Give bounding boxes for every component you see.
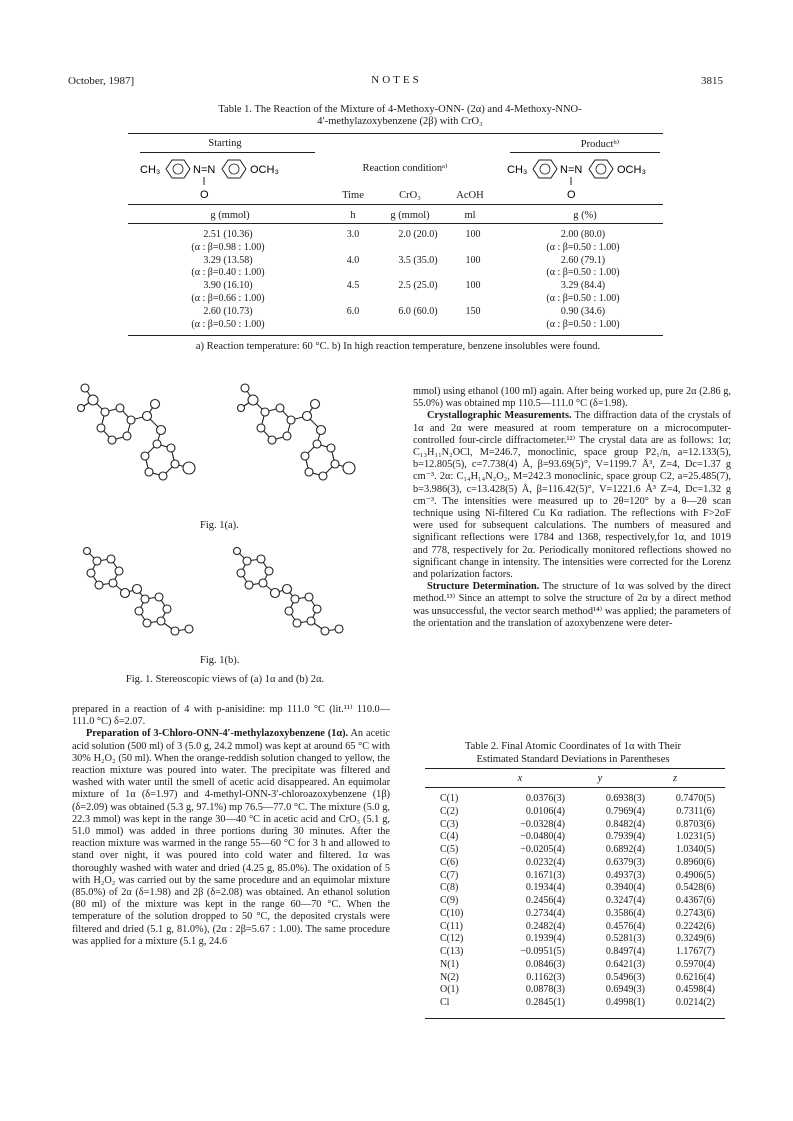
table2-cell-z: 1.0340(5) [675,844,715,855]
table2-cell-x: 0.0846(3) [525,958,565,970]
table2-cell-atom: O(1) [440,984,459,996]
table2-row [425,870,725,883]
running-header-date: October, 1987] [68,75,135,87]
paragraph-prep-continued: prepared in a reaction of 4 with p-anisidine: mp 111.0 °C (lit.¹¹⁾ 110.0—111.0 °C) δ=2.07. [72,704,390,728]
table1-header-starting: Starting [208,138,242,149]
table1-cell-start: 3.90 (16.10) [203,280,253,292]
table2-row [425,946,725,959]
table2-cell-atom: C(8) [440,882,459,894]
table2-cell-atom: C(3) [440,818,459,830]
table2-cell-atom: C(10) [440,907,464,919]
table2-cell-atom: C(9) [440,895,459,906]
table1-ratio-row [128,293,663,305]
table1-caption [130,104,670,128]
table2-cell-atom: C(11) [440,920,463,932]
table1-mid-rule [128,223,663,224]
table2-cell-z: 0.4906(5) [675,869,715,881]
figure-1a-label: Fig. 1(a). [200,520,239,531]
table2-row [425,806,725,819]
table1-row [128,229,663,241]
table1-footnote: a) Reaction temperature: 60 °C. b) In high reaction temperature, benzene insolubles were found. [195,341,601,352]
table1-cell-acoh: 150 [465,305,481,317]
table2-cell-y: 0.6938(3) [605,793,645,804]
table2-row [425,831,725,844]
table2-cell-x: 0.0878(3) [525,984,565,996]
paragraph-heading: Crystallographic Measurements. [427,410,572,422]
table1-header-reaction: Reaction conditionᵃ⁾ [362,163,448,174]
table2-cell-x: −0.0480(4) [520,831,565,843]
table2-cell-atom: N(1) [440,958,459,970]
table1-cell-start-ratio: (α : β=0.66 : 1.00) [191,293,265,304]
table2-cell-z: 0.6216(4) [675,971,715,983]
table2-cell-y: 0.3247(4) [605,895,645,906]
table2-cell-atom: C(5) [440,844,459,855]
table1-bottom-rule [128,335,663,336]
table2-caption-line2: Estimated Standard Deviations in Parentheses [476,753,670,765]
table1-product-rule [510,152,660,153]
structure-azo-label: N=N [560,164,583,176]
left-column-text [72,704,390,948]
table2-mid-rule [425,787,725,788]
table2-cell-z: 0.3249(6) [675,933,715,945]
table2-cell-y: 0.3940(4) [605,882,645,894]
structure-och3-label: OCH₃ [617,164,646,176]
running-header-section: NOTES [371,74,422,86]
table2-bottom-rule [425,1018,725,1019]
table1-cell-acoh: 100 [465,254,481,266]
molecule-2a-drawing [65,545,375,655]
structure-oxygen-label: O [567,189,576,200]
table2-top-rule [425,768,725,769]
structure-ch3-label: CH₃ [140,164,161,176]
table1-starting-rule [140,152,315,153]
paragraph-crystallographic [413,410,731,581]
paragraph-ethanol-continued: mmol) using ethanol (100 ml) again. After being worked up, pure 2α (2.86 g, 55.0%) was obtained mp 110.5—111.0 °C (δ=1.98). [413,386,731,410]
table2-cell-z: 0.4598(4) [675,984,715,996]
table2-cell-x: 0.0232(4) [525,856,565,868]
table2-cell-y: 0.6892(4) [605,844,645,855]
figure-1-caption: Fig. 1. Stereoscopic views of (a) 1α and (b) 2α. [125,674,325,685]
paragraph-structure-determination [413,581,731,630]
table2-row [425,882,725,895]
table2-cell-z: 0.2242(6) [675,920,715,932]
table2-cell-atom: Cl [440,997,450,1008]
table2-cell-atom: C(2) [440,805,459,817]
table2-cell-z: 0.4367(6) [675,895,715,906]
table2-cell-z: 0.8703(6) [675,818,715,830]
table2-cell-z: 0.7470(5) [675,793,715,804]
table1-ratio-row [128,267,663,279]
table2-cell-z: 0.2743(6) [675,907,715,919]
table2-cell-y: 0.7969(4) [605,805,645,817]
table1-ratio-row [128,319,663,331]
table2-row [425,972,725,985]
table1-row [128,306,663,318]
table2-header-y: y [597,773,603,784]
figure-1b-stereo-drawing [65,545,375,655]
paragraph-preparation-1a [72,728,390,948]
table2-row [425,984,725,997]
table2-cell-y: 0.3586(4) [605,907,645,919]
table1-caption-line2: 4′-methylazoxybenzene (2β) with CrO₃ [317,116,483,127]
table1-header-cro3: CrO₃ [399,190,421,201]
table2-cell-x: −0.0951(5) [520,946,565,957]
table2-cell-x: 0.2734(4) [525,907,565,919]
table1-cell-product: 3.29 (84.4) [560,280,606,292]
table2-cell-y: 0.5281(3) [605,933,645,945]
table2-cell-y: 0.4576(4) [605,920,645,932]
table2-row [425,908,725,921]
table2-row [425,793,725,806]
table1-cell-time: 3.0 [346,229,360,240]
table1-row [128,255,663,267]
table2-cell-x: 0.1162(3) [526,971,565,983]
table1-unit-acoh: ml [464,210,476,221]
azoxy-structure-drawing [505,155,685,200]
table2-row [425,997,725,1010]
table1-cell-start: 3.29 (13.58) [203,254,253,266]
table2-header-z: z [672,773,678,784]
table1-cell-product-ratio: (α : β=0.50 : 1.00) [546,293,620,304]
table1-unit-start: g (mmol) [210,210,250,221]
figure-1b-label: Fig. 1(b). [200,655,240,666]
table2-cell-z: 0.5970(4) [675,958,715,970]
table2-row [425,895,725,908]
paragraph-heading: Preparation of 3-Chloro-ONN-4′-methylazoxybenzene (1α). [86,728,349,740]
table1-header-acoh: AcOH [456,190,484,201]
table1-cell-time: 4.0 [346,254,360,266]
table1-unit-time: h [350,210,356,221]
table1-cell-acoh: 100 [465,280,481,292]
table1-cell-product: 2.60 (79.1) [560,254,606,266]
table2-cell-atom: C(1) [440,793,459,804]
table2-row [425,959,725,972]
table2-cell-x: 0.1671(3) [525,869,565,881]
table1-unit-cro3: g (mmol) [390,210,430,221]
table1-cell-product-ratio: (α : β=0.50 : 1.00) [546,318,620,330]
table2-cell-z: 0.0214(2) [675,997,715,1008]
paragraph-heading: Structure Determination. [427,581,540,593]
table2-cell-atom: C(6) [440,856,459,868]
table2-cell-z: 0.7311(6) [676,805,715,817]
table2-cell-x: −0.0205(4) [520,844,565,855]
table2-cell-z: 1.1767(7) [675,946,715,957]
table1-cell-product-ratio: (α : β=0.50 : 1.00) [546,241,620,253]
paragraph-body: The diffraction data of the crystals of 1α and 2α were measured at room temperature on a microcomputer-controlled four-circle diffractometer.¹²⁾ The crystal data are as follows: 1α; C₁₃H₁₁N₂OCl, M=246.7, monoclinic, space group P2₁/n, a=12.133(5), b=12.805(5), c=7.738(4) Å, β=93.69(5)°, V=1199.7 Å³, Z=4, Dc=1.37 g cm⁻³. 2α: C₁₄H₁₄N₂O₂, M=242.3 monoclinic, space group C2, a=25.485(7), b=3.986(3), c=13.428(5) Å, β=116.42(5)°, V=1221.6 Å³ Z=4, Dc=1.32 g cm⁻³. The intensities were measured up to 2θ=120° by a θ—2θ scan technique using Ni-filtered Cu Kα radiation. The reflections with F>2σF were used for subsequent calculations. The numbers of measured and significant reflections were 1784 and 1368, respectively,for 1α, and 1019 and 778, respectively for 2α. Periodically monitored reflections showed no significant change in intensity. The intensities were corrected for the Lorenz and polarization factors. [413,410,731,581]
table2-cell-atom: C(12) [440,933,464,945]
table2-cell-y: 0.6421(3) [605,958,645,970]
table1-top-rule [128,133,663,134]
table1-header-product: Productᵇ⁾ [580,139,620,150]
product-azoxy-structure [505,155,685,200]
table2-cell-x: 0.2482(4) [525,920,565,932]
table2-cell-y: 0.5496(3) [605,971,645,983]
table1-cell-time: 6.0 [346,305,360,317]
table2-row [425,819,725,832]
table2-cell-y: 0.4998(1) [605,997,645,1008]
table2-cell-y: 0.8497(4) [605,946,645,957]
table2-cell-x: 0.0376(3) [525,793,565,804]
table1-cell-acoh: 100 [465,229,481,240]
structure-oxygen-label: O [200,189,209,200]
table1-cell-product-ratio: (α : β=0.50 : 1.00) [546,267,620,279]
table2-cell-x: 0.0106(4) [525,805,565,817]
structure-azo-label: N=N [193,164,216,176]
table2-cell-y: 0.6379(3) [605,856,645,868]
table1-cell-product: 2.00 (80.0) [560,229,606,240]
table1-cell-product: 0.90 (34.6) [560,305,606,317]
table1-unit-product: g (%) [573,210,597,221]
structure-ch3-label: CH₃ [507,164,528,176]
molecule-1a-drawing [65,378,375,523]
table2-cell-atom: C(13) [440,946,464,957]
table1-header-time: Time [342,190,364,201]
table2-row [425,857,725,870]
table2-cell-x: 0.2456(4) [525,895,565,906]
table1-row [128,280,663,292]
table1-cell-cro3: 6.0 (60.0) [398,305,438,317]
table1-cell-cro3: 2.5 (25.0) [398,280,438,292]
table1-cell-time: 4.5 [346,280,360,292]
table2-cell-atom: N(2) [440,971,459,983]
table1-cell-start-ratio: (α : β=0.40 : 1.00) [191,267,265,279]
table2-cell-atom: C(4) [440,831,459,843]
table1-cell-start-ratio: (α : β=0.98 : 1.00) [191,241,265,253]
table1-sub-rule [128,204,663,205]
table2-header-x: x [517,773,523,784]
table2-cell-z: 1.0231(5) [675,831,715,843]
starting-azoxy-structure [138,155,318,200]
table2-cell-x: 0.2845(1) [525,997,565,1008]
table1-cell-start: 2.60 (10.73) [203,305,253,317]
table2-caption-line1: Table 2. Final Atomic Coordinates of 1α with Their [465,741,681,752]
table2-row [425,921,725,934]
table2-cell-atom: C(7) [440,869,459,881]
structure-och3-label: OCH₃ [250,164,279,176]
table2-cell-y: 0.7939(4) [605,831,645,843]
table2-cell-z: 0.8960(6) [675,856,715,868]
table2-cell-x: 0.1939(4) [525,933,565,945]
table2-cell-x: −0.0328(4) [520,818,565,830]
table2-cell-y: 0.4937(3) [605,869,645,881]
table2-cell-y: 0.8482(4) [605,818,645,830]
table2-cell-y: 0.6949(3) [605,984,645,996]
azoxy-structure-drawing [138,155,318,200]
table2-row [425,844,725,857]
figure-1a-stereo-drawing [65,378,375,523]
paragraph-body: The structure of 1α was solved by the direct method.¹³⁾ Since an attempt to solve the structure of 2α by a direct method was unsuccessful, the vector search method¹⁴⁾ was applied; the parameters of the orientation and the translation of azoxybenzene were deter- [413,581,731,629]
table1-cell-start-ratio: (α : β=0.50 : 1.00) [191,318,265,330]
page-number: 3815 [701,75,723,87]
paragraph-body: An acetic acid solution (500 ml) of 3 (5.0 g, 24.2 mmol) was kept at around 65 °C with 30% H₂O₂ (50 ml). When the orange-reddish solution changed to yellow, the reaction mixture was poured into water. The precipitate was filtered and washed with water until the smell of acetic acid disappeared. An equimolar mixture of 1α (δ=1.97) and 4-methyl-ONN-3′-chloroazoxybenzene (1β) (δ=2.09) was obtained (5.3 g, 97.1%) mp 76.5—77.0 °C. The mixture (5.0 g, 22.3 mmol) was kept in the range 30—40 °C in acetic acid and CrO₃ (5.1 g, 51.0 mmol) was added in three portions during 30 minutes. After the reaction mixture was warmed in the range 55—60 °C for 3 h and allowed to stand over night, it was poured into cold water and filtered. 1α was thoroughly washed with water and dried (4.25 g, 85.0%). The oxidation of 5 with H₂O₂ was carried out by the same procedure and an equimolar mixture (85.0%) of 2α (δ=1.98) and 2β (δ=2.08) was obtained. An ethanol solution (80 ml) of the mixture was kept in the range 60—70 °C. When the temperature of the solution dropped to 50 °C, the deposited crystals were filtered and dried (5.1 g, 81.0%), (2α : 2β=5.67 : 1.00). The same procedure was applied for a mixture (5.1 g, 24.6 [72,728,390,947]
table2-caption [413,741,733,766]
table1-cell-start: 2.51 (10.36) [203,229,253,240]
table1-ratio-row [128,242,663,254]
table2-row [425,933,725,946]
table1-cell-cro3: 2.0 (20.0) [398,229,438,240]
right-column-text [413,386,731,630]
table2-cell-z: 0.5428(6) [675,882,715,894]
table2-cell-x: 0.1934(4) [525,882,565,894]
table1-cell-cro3: 3.5 (35.0) [398,254,438,266]
table1-caption-line1: Table 1. The Reaction of the Mixture of 4-Methoxy-ONN- (2α) and 4-Methoxy-NNO- [218,104,582,115]
